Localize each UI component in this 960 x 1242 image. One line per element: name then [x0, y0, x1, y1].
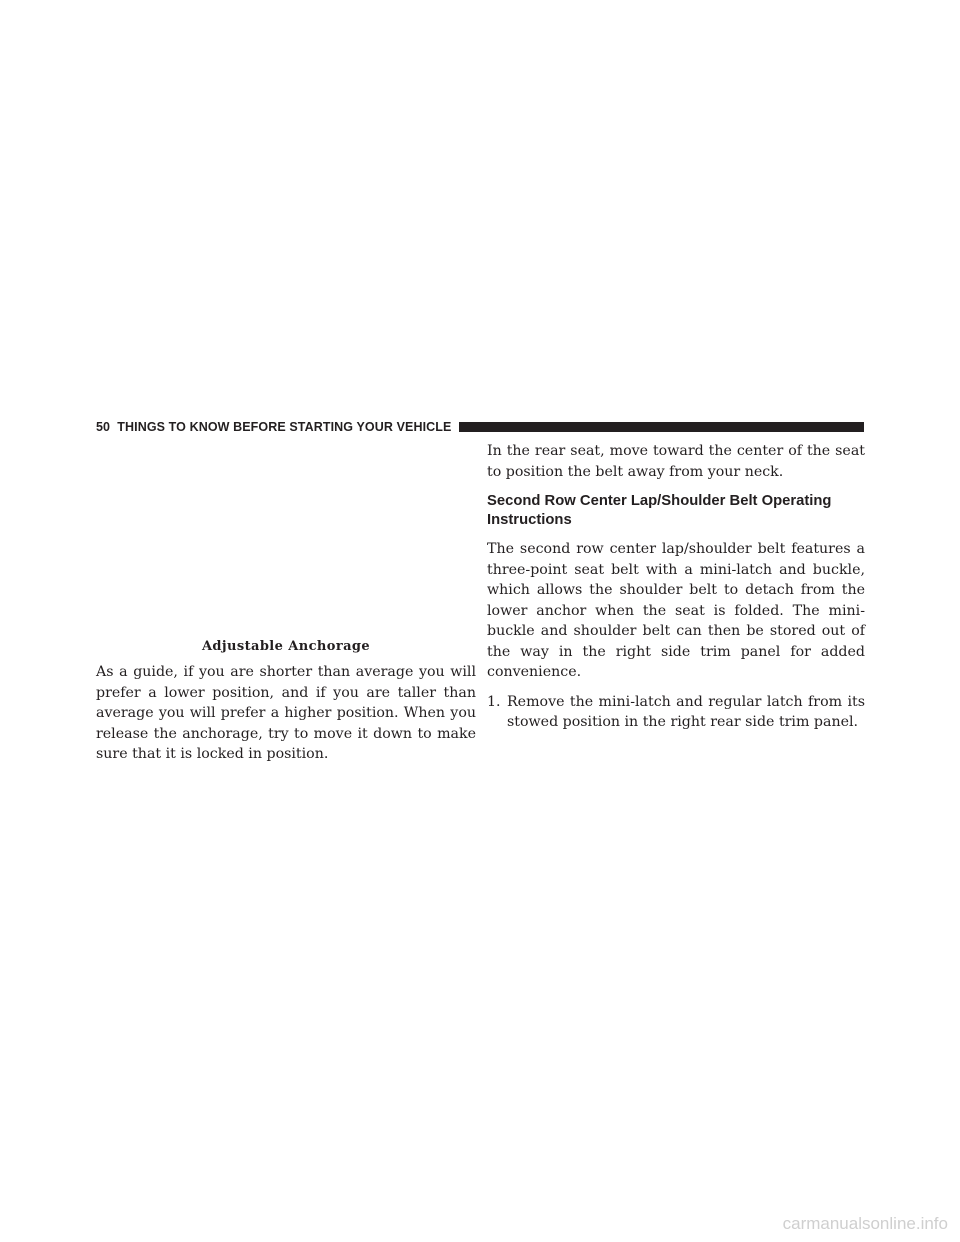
left-paragraph: As a guide, if you are shorter than average you will prefer a lower position, and if you are taller than average you will prefer a higher position. When you release the anchorage, try to move it down to make sure that it is locked in position.: [96, 664, 476, 762]
section-title: THINGS TO KNOW BEFORE STARTING YOUR VEHICLE: [117, 420, 452, 434]
step-item: [487, 692, 865, 733]
section-paragraph: The second row center lap/shoulder belt features a three-point seat belt with a mini-latch and buckle, which allows the shoulder belt to detach from the lower anchor when the seat is folded. The mini-buckle and shoulder belt can then be stored out of the way in the right side trim panel for added convenience.: [487, 541, 865, 680]
intro-paragraph: In the rear seat, move toward the center of the seat to position the belt away from your neck.: [487, 443, 865, 480]
page-header-label: [96, 420, 451, 434]
header-rule: [459, 422, 864, 432]
figure-caption: Adjustable Anchorage: [201, 639, 371, 654]
page-number: 50: [96, 420, 111, 434]
step-text: Remove the mini-latch and regular latch from its stowed position in the right rear side trim panel.: [507, 693, 865, 730]
page-header: [96, 418, 864, 436]
watermark: carmanualsonline.info: [782, 1214, 948, 1233]
figure-placeholder: [96, 448, 476, 638]
step-number: 1.: [487, 693, 501, 710]
right-column: [487, 441, 865, 733]
left-column: [96, 448, 476, 765]
section-heading: Second Row Center Lap/Shoulder Belt Operating Instructions: [487, 493, 832, 528]
